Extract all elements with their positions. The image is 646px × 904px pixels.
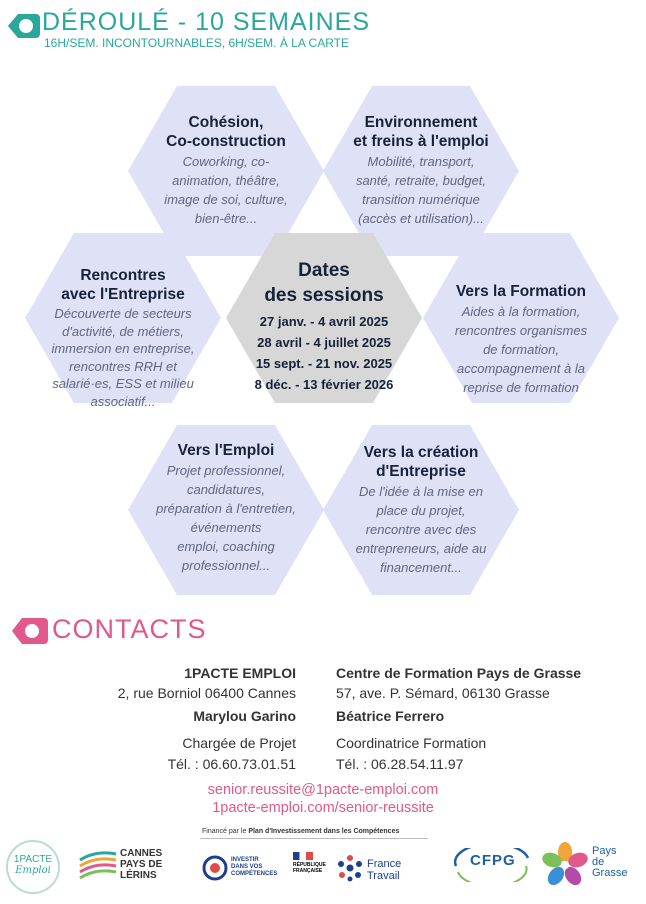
hex-creation-title-1: Vers la création	[363, 444, 479, 461]
contact-website-link[interactable]: 1pacte-emploi.com/senior-reussite	[212, 800, 434, 816]
session-date: 15 sept. - 21 nov. 2025	[255, 356, 393, 371]
logo-pays-grasse: Pays de Grasse	[592, 845, 628, 879]
contact-right-org: Centre de Formation Pays de Grasse	[336, 665, 582, 681]
contacts-eye-icon	[10, 614, 50, 648]
contact-right-tel: Tél. : 06.28.54.11.97	[336, 756, 464, 772]
contact-right-address: 57, ave. P. Sémard, 06130 Grasse	[336, 685, 550, 701]
hex-rencontres-title-1: Rencontres	[80, 267, 166, 284]
france-travail-dots-icon	[336, 854, 364, 882]
contacts-title: CONTACTS	[52, 614, 207, 644]
hex-cohesion-desc: Coworking, co- animation, théâtre, image de soi, culture, bien-être...	[164, 154, 288, 226]
footer-divider	[200, 838, 428, 839]
hex-rencontres-text	[28, 266, 218, 410]
header-eye-icon	[6, 8, 42, 44]
hex-cohesion-title-2: Co-construction	[166, 133, 286, 150]
hex-emploi-desc: Projet professionnel, candidatures, préparation à l'entretien, événements emploi, coaching professionnel...	[156, 463, 296, 573]
session-date: 27 janv. - 4 avril 2025	[259, 314, 389, 329]
contact-right-role: Coordinatrice Formation	[336, 735, 487, 751]
french-flag-icon	[293, 852, 313, 860]
hex-formation-title: Vers la Formation	[455, 283, 587, 300]
hex-formation-desc: Aides à la formation, rencontres organismes de formation, accompagnement à la reprise de formation	[454, 304, 588, 395]
hex-emploi-text	[128, 441, 324, 575]
contact-email-link[interactable]: senior.reussite@1pacte-emploi.com	[207, 782, 439, 798]
hex-cohesion-title-1: Cohésion,	[188, 114, 264, 131]
session-date: 8 déc. - 13 février 2026	[254, 377, 394, 392]
pays-grasse-flower-icon	[542, 842, 588, 888]
hex-environnement-text	[323, 113, 519, 228]
hex-creation-text	[323, 443, 519, 577]
contact-right-name: Béatrice Ferrero	[336, 708, 445, 724]
logo-france-travail: France Travail	[367, 858, 402, 882]
hex-environnement-title-1: Environnement	[364, 114, 478, 131]
contact-left-org: 1PACTE EMPLOI	[184, 665, 296, 681]
contact-left-name: Marylou Garino	[193, 708, 296, 724]
logo-republique: RÉPUBLIQUE FRANÇAISE	[293, 862, 326, 874]
funded-by-text: Financé par le Plan d'Investissement dans les Compétences	[202, 828, 400, 835]
hex-dates-text	[226, 258, 422, 395]
hex-rencontres-desc: Découverte de secteurs d'activité, de métiers, immersion en entreprise, rencontres RRH et salarié·es, ESS et milieu associatif...	[51, 306, 195, 409]
page-title: DÉROULÉ - 10 SEMAINES	[42, 8, 371, 36]
contact-left-address: 2, rue Borniol 06400 Cannes	[117, 685, 296, 701]
hex-formation-text	[425, 282, 617, 397]
hex-emploi-title: Vers l'Emploi	[177, 442, 275, 459]
logo-cannes: CANNES PAYS DE LÉRINS	[120, 848, 163, 881]
hex-creation-desc: De l'idée à la mise en place du projet, rencontre avec des entrepreneurs, aide au financement...	[355, 484, 487, 575]
dates-title-2: des sessions	[264, 285, 384, 306]
hex-environnement-title-2: et freins à l'emploi	[353, 133, 489, 150]
logo-1pacte: 1PACTE Emploi	[6, 840, 60, 894]
session-date: 28 avril - 4 juillet 2025	[257, 335, 391, 350]
contact-left-role: Chargée de Projet	[182, 735, 296, 751]
contact-left-tel: Tél. : 06.60.73.01.51	[167, 756, 296, 772]
cannes-waves-icon	[78, 848, 118, 882]
logo-pic: INVESTIR DANS VOS COMPÉTENCES	[231, 857, 278, 877]
hex-cohesion-text	[138, 113, 314, 228]
dates-title-1: Dates	[298, 260, 350, 281]
hex-rencontres-title-2: avec l'Entreprise	[61, 286, 185, 303]
hex-creation-title-2: d'Entreprise	[376, 463, 466, 480]
logo-cfpg: CFPG	[470, 852, 516, 869]
hex-environnement-desc: Mobilité, transport, santé, retraite, budget, transition numérique (accès et utilisation)...	[355, 154, 487, 226]
pic-circle-icon	[202, 855, 228, 881]
page-subtitle: 16H/SEM. INCONTOURNABLES, 6H/SEM. À LA CARTE	[44, 36, 349, 50]
